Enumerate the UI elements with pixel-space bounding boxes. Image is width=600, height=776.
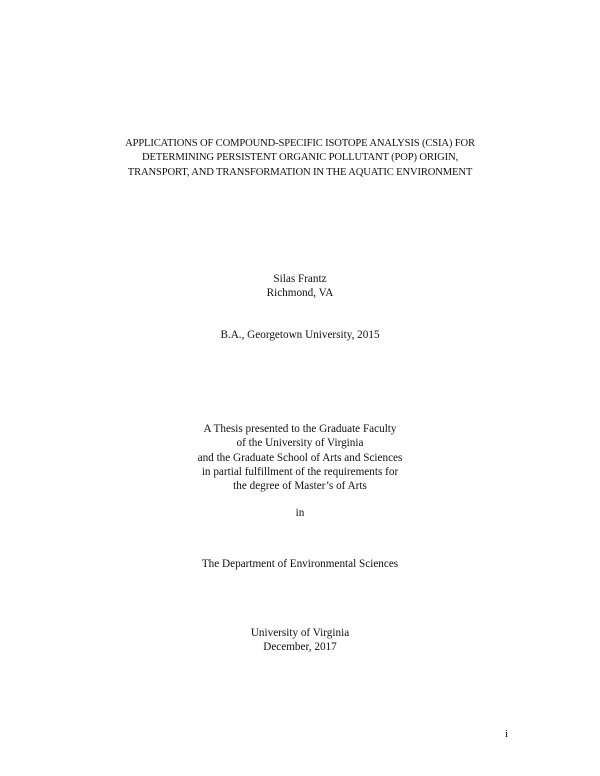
statement-line-5: the degree of Master’s of Arts [233, 480, 367, 493]
title-line-3: TRANSPORT, AND TRANSFORMATION IN THE AQUATIC ENVIRONMENT [127, 166, 473, 178]
institution-date [0, 626, 600, 655]
prior-degree-text: B.A., Georgetown University, 2015 [220, 329, 380, 341]
title-line-2: DETERMINING PERSISTENT ORGANIC POLLUTANT (POP) ORIGIN, [141, 152, 459, 164]
institution-name: University of Virginia [250, 627, 350, 639]
in-word [0, 506, 600, 520]
statement-line-4: in partial fulfillment of the requirements for [201, 465, 399, 478]
thesis-title [0, 137, 600, 180]
department-name: The Department of Environmental Sciences [201, 558, 399, 570]
thesis-statement [0, 422, 600, 493]
author-block [0, 272, 600, 301]
in-word-text: in [295, 507, 305, 519]
statement-line-3: and the Graduate School of Arts and Sciences [197, 451, 403, 464]
author-location: Richmond, VA [266, 287, 334, 300]
statement-line-1: A Thesis presented to the Graduate Faculty [203, 423, 397, 435]
author-name: Silas Frantz [273, 273, 327, 285]
submission-date: December, 2017 [263, 641, 337, 654]
department [0, 557, 600, 571]
title-line-1: APPLICATIONS OF COMPOUND-SPECIFIC ISOTOPE ANALYSIS (CSIA) FOR [125, 138, 475, 149]
prior-degree [0, 328, 600, 342]
statement-line-2: of the University of Virginia [236, 437, 364, 450]
page-number: i [505, 728, 509, 740]
